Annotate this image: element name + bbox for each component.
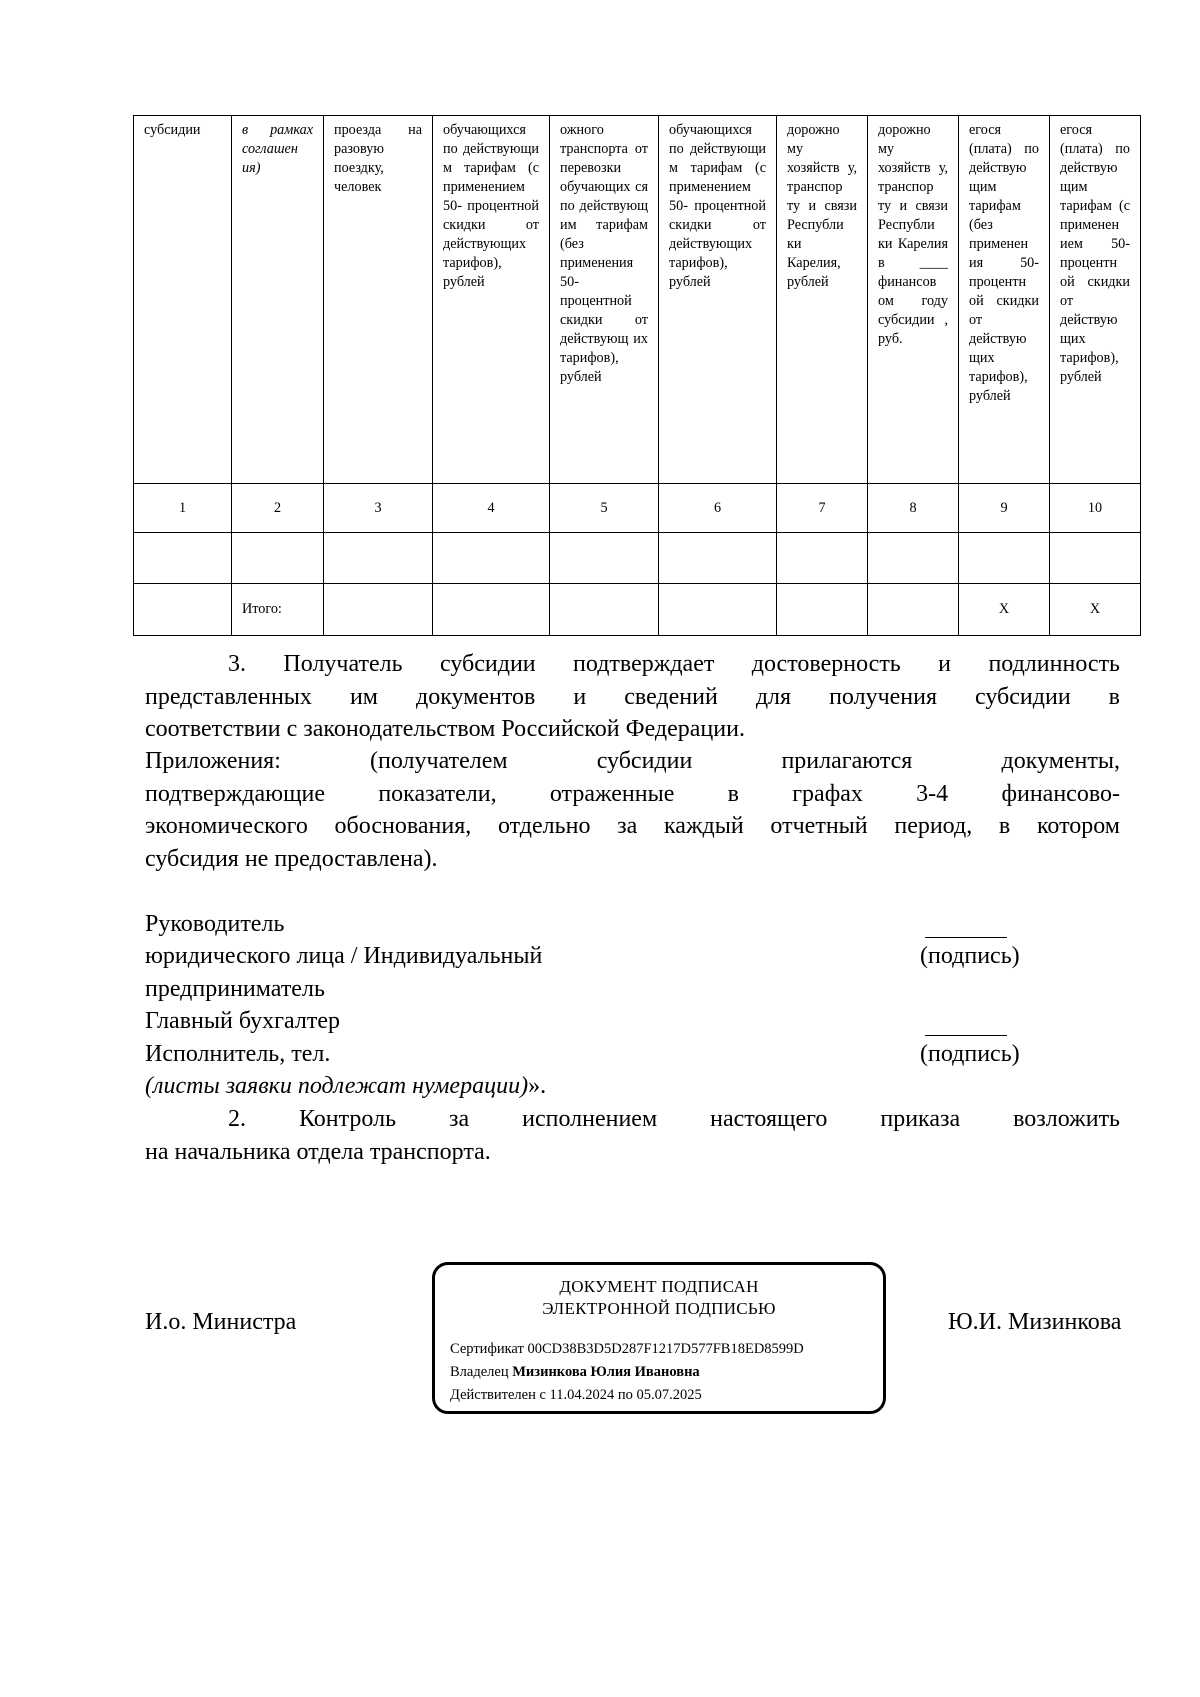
appendix-line-2: подтверждающие показатели, отраженные в графах 3-4 финансово- (145, 780, 1120, 807)
column-number-7: 7 (777, 484, 868, 533)
table-cell (550, 533, 659, 584)
executor-label: Исполнитель, тел. (145, 1041, 331, 1067)
paragraph-3 (145, 648, 1120, 746)
header-cell-8: дорожно му хозяйств у, транспор ту и связи Республи ки Карелия в ____ финансов ом году субсидии , руб. (868, 116, 959, 484)
table-cell (659, 584, 777, 636)
paragraph-3-line-2: представленных им документов и сведений для получения субсидии в (145, 683, 1120, 710)
table-cell (232, 533, 324, 584)
header-cell-3: проезда на разовую поездку, человек (324, 116, 433, 484)
accountant-label: Главный бухгалтер (145, 1008, 340, 1034)
numbering-note-italic: (листы заявки подлежат нумерации) (145, 1073, 529, 1099)
stamp-certificate-value: 00CD38B3D5D287F1217D577FB18ED8599D (527, 1341, 804, 1357)
signature-line-2 (925, 1035, 1007, 1036)
stamp-owner-label: Владелец (450, 1364, 509, 1380)
appendix-line-4: субсидия не предоставлена). (145, 845, 438, 872)
appendix-line-3: экономического обоснования, отдельно за каждый отчетный период, в котором (145, 813, 1120, 839)
head-label-line-1: Руководитель (145, 911, 285, 937)
appendix-line-1: Приложения: (получателем субсидии прилагаются документы, (145, 748, 1120, 774)
column-number-10: 10 (1050, 484, 1141, 533)
table-cell (868, 584, 959, 636)
head-label-line-3: предприниматель (145, 976, 325, 1002)
column-number-3: 3 (324, 484, 433, 533)
table-cell (959, 533, 1050, 584)
total-col9-mark: X (959, 584, 1050, 636)
column-number-8: 8 (868, 484, 959, 533)
table-cell (777, 533, 868, 584)
header-cell-9: егося (плата) по действую щим тарифам (без применен ия 50- процентн ой скидки от действую щих тарифов), рублей (959, 116, 1050, 484)
stamp-title-line-1: ДОКУМЕНТ ПОДПИСАН (559, 1277, 759, 1296)
stamp-certificate-row (450, 1340, 804, 1358)
header-cell-1: субсидии (134, 116, 232, 484)
header-cell-5: ожного транспорта от перевозки обучающих ся по действующ им тарифам (без применения 50- процентной скидки от действующ их тарифов), рублей (550, 116, 659, 484)
stamp-valid-to: 05.07.2025 (636, 1387, 702, 1403)
table-cell (433, 533, 550, 584)
stamp-title-line-2: ЭЛЕКТРОННОЙ ПОДПИСЬЮ (542, 1299, 776, 1318)
electronic-signature-stamp (432, 1262, 886, 1414)
signer-name: Ю.И. Мизинкова (948, 1309, 1122, 1335)
numbering-note-tail: ». (528, 1073, 547, 1099)
stamp-owner-row (450, 1363, 700, 1381)
stamp-owner-value: Мизинкова Юлия Ивановна (512, 1364, 700, 1380)
column-number-4: 4 (433, 484, 550, 533)
header-cell-10: егося (плата) по действую щим тарифам (с применен ием 50- процентн ой скидки от действую щих тарифов), рублей (1050, 116, 1141, 484)
appendix-paragraph (145, 745, 1120, 875)
table-header-row (134, 116, 1141, 484)
signer-position: И.о. Министра (145, 1309, 297, 1335)
stamp-valid-to-label: по (617, 1387, 633, 1403)
table-cell (433, 584, 550, 636)
subsidy-table (133, 115, 1141, 636)
stamp-certificate-label: Сертификат (450, 1341, 524, 1357)
table-total-row (134, 584, 1141, 636)
table-cell (777, 584, 868, 636)
signature-line-1 (925, 937, 1007, 938)
table-cell (550, 584, 659, 636)
total-label: Итого: (232, 584, 324, 636)
column-number-1: 1 (134, 484, 232, 533)
signature-caption-2: (подпись) (920, 1041, 1020, 1067)
numbering-note (145, 1070, 546, 1102)
stamp-valid-from: 11.04.2024 (549, 1387, 615, 1403)
item-2-line-1: 2. Контроль за исполнением настоящего приказа возложить (228, 1106, 1120, 1132)
table-cell (134, 584, 232, 636)
item-2-paragraph (145, 1103, 1120, 1168)
table-cell (1050, 533, 1141, 584)
table-cell (659, 533, 777, 584)
column-number-9: 9 (959, 484, 1050, 533)
total-col10-mark: X (1050, 584, 1141, 636)
table-cell (134, 533, 232, 584)
header-cell-6: обучающихся по действующи м тарифам (с применением 50- процентной скидки от действующих тарифов), рублей (659, 116, 777, 484)
paragraph-3-line-1: 3. Получатель субсидии подтверждает достоверность и подлинность (228, 651, 1120, 677)
header-cell-2: в рамках соглашен ия) (232, 116, 324, 484)
signature-caption-1: (подпись) (920, 943, 1020, 969)
table-cell (868, 533, 959, 584)
head-label-line-2: юридического лица / Индивидуальный (145, 943, 543, 969)
column-number-2: 2 (232, 484, 324, 533)
header-cell-7: дорожно му хозяйств у, транспор ту и связи Республи ки Карелия, рублей (777, 116, 868, 484)
item-2-line-2: на начальника отдела транспорта. (145, 1138, 491, 1165)
stamp-validity-row (450, 1386, 702, 1404)
table-number-row (134, 484, 1141, 533)
column-number-6: 6 (659, 484, 777, 533)
stamp-valid-label: Действителен с (450, 1387, 546, 1403)
table-cell (324, 584, 433, 636)
column-number-5: 5 (550, 484, 659, 533)
paragraph-3-line-3: соответствии с законодательством Российской Федерации. (145, 716, 745, 742)
table-cell (324, 533, 433, 584)
header-cell-4: обучающихся по действующи м тарифам (с применением 50- процентной скидки от действующих тарифов), рублей (433, 116, 550, 484)
table-row (134, 533, 1141, 584)
